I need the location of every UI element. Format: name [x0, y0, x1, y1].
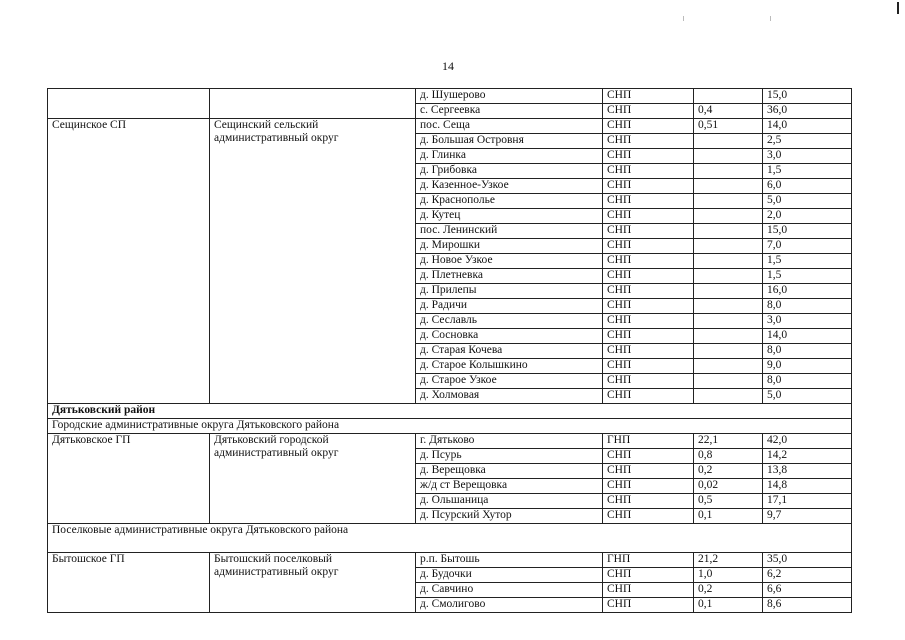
settlement-name-cell: д. Будочки	[416, 568, 603, 583]
settlement-name-cell: д. Савчино	[416, 583, 603, 598]
value-2-cell: 1,5	[763, 254, 852, 269]
settlement-type-cell: СНП	[603, 224, 694, 239]
value-2-cell: 5,0	[763, 389, 852, 404]
settlement-name-cell: д. Шушерово	[416, 89, 603, 104]
value-2-cell: 16,0	[763, 284, 852, 299]
value-2-cell: 2,5	[763, 134, 852, 149]
value-1-cell: 0,1	[694, 509, 763, 524]
settlement-type-cell: СНП	[603, 464, 694, 479]
settlement-name-cell: д. Кутец	[416, 209, 603, 224]
settlement-type-cell: СНП	[603, 239, 694, 254]
value-1-cell	[694, 209, 763, 224]
value-1-cell: 0,5	[694, 494, 763, 509]
settlement-name-cell: д. Радичи	[416, 299, 603, 314]
settlement-type-cell: СНП	[603, 494, 694, 509]
section-heading: Поселковые административные округа Дятьковского района	[48, 524, 852, 553]
value-1-cell: 0,4	[694, 104, 763, 119]
settlement-name-cell: д. Верещовка	[416, 464, 603, 479]
value-1-cell: 0,02	[694, 479, 763, 494]
settlement-type-cell: СНП	[603, 209, 694, 224]
settlement-name-cell: с. Сергеевка	[416, 104, 603, 119]
value-1-cell	[694, 299, 763, 314]
settlement-type-cell: СНП	[603, 359, 694, 374]
settlement-type-cell: ГНП	[603, 553, 694, 568]
settlement-type-cell: ГНП	[603, 434, 694, 449]
value-2-cell: 1,5	[763, 269, 852, 284]
value-2-cell: 17,1	[763, 494, 852, 509]
value-2-cell: 5,0	[763, 194, 852, 209]
value-2-cell: 14,0	[763, 119, 852, 134]
value-2-cell: 3,0	[763, 149, 852, 164]
value-1-cell	[694, 254, 763, 269]
table-row	[48, 434, 852, 449]
value-1-cell	[694, 314, 763, 329]
scan-tick-mark	[770, 16, 771, 21]
settlement-type-cell: СНП	[603, 374, 694, 389]
value-2-cell: 8,6	[763, 598, 852, 613]
value-1-cell: 0,2	[694, 583, 763, 598]
settlement-name-cell: д. Сеславль	[416, 314, 603, 329]
settlement-type-cell: СНП	[603, 179, 694, 194]
municipality-cell	[48, 89, 210, 119]
settlement-type-cell: СНП	[603, 269, 694, 284]
settlement-name-cell: д. Прилепы	[416, 284, 603, 299]
value-1-cell	[694, 389, 763, 404]
value-1-cell	[694, 239, 763, 254]
value-1-cell: 0,8	[694, 449, 763, 464]
value-1-cell	[694, 149, 763, 164]
value-2-cell: 15,0	[763, 89, 852, 104]
okrug-cell: Сещинский сельский административный округ	[210, 119, 416, 404]
settlement-name-cell: д. Мирошки	[416, 239, 603, 254]
settlement-type-cell: СНП	[603, 299, 694, 314]
table-row	[48, 89, 852, 104]
scan-tick-mark	[683, 16, 684, 21]
table-row	[48, 119, 852, 134]
value-2-cell: 42,0	[763, 434, 852, 449]
settlement-type-cell: СНП	[603, 254, 694, 269]
value-2-cell: 6,0	[763, 179, 852, 194]
settlement-name-cell: д. Грибовка	[416, 164, 603, 179]
settlement-name-cell: ж/д ст Верещовка	[416, 479, 603, 494]
value-1-cell: 0,51	[694, 119, 763, 134]
settlement-type-cell: СНП	[603, 149, 694, 164]
settlement-type-cell: СНП	[603, 509, 694, 524]
settlement-name-cell: д. Большая Островня	[416, 134, 603, 149]
value-2-cell: 8,0	[763, 299, 852, 314]
value-1-cell	[694, 89, 763, 104]
value-1-cell: 21,2	[694, 553, 763, 568]
value-2-cell: 35,0	[763, 553, 852, 568]
section-row	[48, 404, 852, 419]
settlement-type-cell: СНП	[603, 479, 694, 494]
settlement-name-cell: д. Плетневка	[416, 269, 603, 284]
settlement-name-cell: д. Холмовая	[416, 389, 603, 404]
value-2-cell: 7,0	[763, 239, 852, 254]
section-row	[48, 419, 852, 434]
settlement-name-cell: г. Дятьково	[416, 434, 603, 449]
value-1-cell	[694, 284, 763, 299]
value-1-cell	[694, 134, 763, 149]
settlement-name-cell: р.п. Бытошь	[416, 553, 603, 568]
settlement-type-cell: СНП	[603, 119, 694, 134]
value-1-cell	[694, 329, 763, 344]
settlement-name-cell: д. Казенное-Узкое	[416, 179, 603, 194]
settlement-type-cell: СНП	[603, 583, 694, 598]
section-heading: Дятьковский район	[48, 404, 852, 419]
section-row	[48, 524, 852, 553]
value-1-cell: 0,1	[694, 598, 763, 613]
settlement-type-cell: СНП	[603, 449, 694, 464]
value-2-cell: 9,7	[763, 509, 852, 524]
settlement-name-cell: д. Новое Узкое	[416, 254, 603, 269]
settlement-name-cell: д. Ольшаница	[416, 494, 603, 509]
settlement-type-cell: СНП	[603, 329, 694, 344]
value-2-cell: 14,0	[763, 329, 852, 344]
value-2-cell: 2,0	[763, 209, 852, 224]
settlement-type-cell: СНП	[603, 344, 694, 359]
settlement-type-cell: СНП	[603, 568, 694, 583]
value-1-cell	[694, 359, 763, 374]
value-1-cell	[694, 224, 763, 239]
value-2-cell: 8,0	[763, 374, 852, 389]
value-2-cell: 13,8	[763, 464, 852, 479]
settlements-table	[47, 88, 852, 613]
value-1-cell	[694, 269, 763, 284]
municipality-cell: Дятьковское ГП	[48, 434, 210, 524]
value-2-cell: 1,5	[763, 164, 852, 179]
value-2-cell: 3,0	[763, 314, 852, 329]
value-2-cell: 15,0	[763, 224, 852, 239]
settlement-name-cell: д. Глинка	[416, 149, 603, 164]
value-1-cell	[694, 374, 763, 389]
settlement-type-cell: СНП	[603, 104, 694, 119]
value-2-cell: 14,8	[763, 479, 852, 494]
value-2-cell: 8,0	[763, 344, 852, 359]
settlement-type-cell: СНП	[603, 314, 694, 329]
value-1-cell: 0,2	[694, 464, 763, 479]
table-row	[48, 553, 852, 568]
settlement-type-cell: СНП	[603, 389, 694, 404]
settlement-name-cell: д. Старое Колышкино	[416, 359, 603, 374]
municipality-cell: Бытошское ГП	[48, 553, 210, 613]
value-1-cell	[694, 194, 763, 209]
settlement-name-cell: д. Сосновка	[416, 329, 603, 344]
okrug-cell: Бытошский поселковый административный округ	[210, 553, 416, 613]
settlement-name-cell: д. Псурский Хутор	[416, 509, 603, 524]
value-1-cell: 22,1	[694, 434, 763, 449]
value-1-cell	[694, 344, 763, 359]
settlement-name-cell: д. Краснополье	[416, 194, 603, 209]
settlement-type-cell: СНП	[603, 598, 694, 613]
scan-edge-mark	[897, 2, 899, 14]
settlement-type-cell: СНП	[603, 89, 694, 104]
value-2-cell: 36,0	[763, 104, 852, 119]
value-1-cell	[694, 179, 763, 194]
settlement-name-cell: д. Старое Узкое	[416, 374, 603, 389]
value-2-cell: 6,6	[763, 583, 852, 598]
municipality-cell: Сещинское СП	[48, 119, 210, 404]
value-2-cell: 6,2	[763, 568, 852, 583]
okrug-cell	[210, 89, 416, 119]
value-2-cell: 14,2	[763, 449, 852, 464]
page-number: 14	[442, 59, 454, 73]
settlement-name-cell: пос. Сеща	[416, 119, 603, 134]
settlement-type-cell: СНП	[603, 164, 694, 179]
settlement-type-cell: СНП	[603, 134, 694, 149]
okrug-cell: Дятьковский городской административный округ	[210, 434, 416, 524]
settlement-name-cell: д. Старая Кочева	[416, 344, 603, 359]
settlement-name-cell: пос. Ленинский	[416, 224, 603, 239]
section-heading: Городские административные округа Дятьковского района	[48, 419, 852, 434]
settlement-name-cell: д. Смолигово	[416, 598, 603, 613]
value-1-cell	[694, 164, 763, 179]
settlement-name-cell: д. Псурь	[416, 449, 603, 464]
settlement-type-cell: СНП	[603, 284, 694, 299]
value-2-cell: 9,0	[763, 359, 852, 374]
settlement-type-cell: СНП	[603, 194, 694, 209]
value-1-cell: 1,0	[694, 568, 763, 583]
